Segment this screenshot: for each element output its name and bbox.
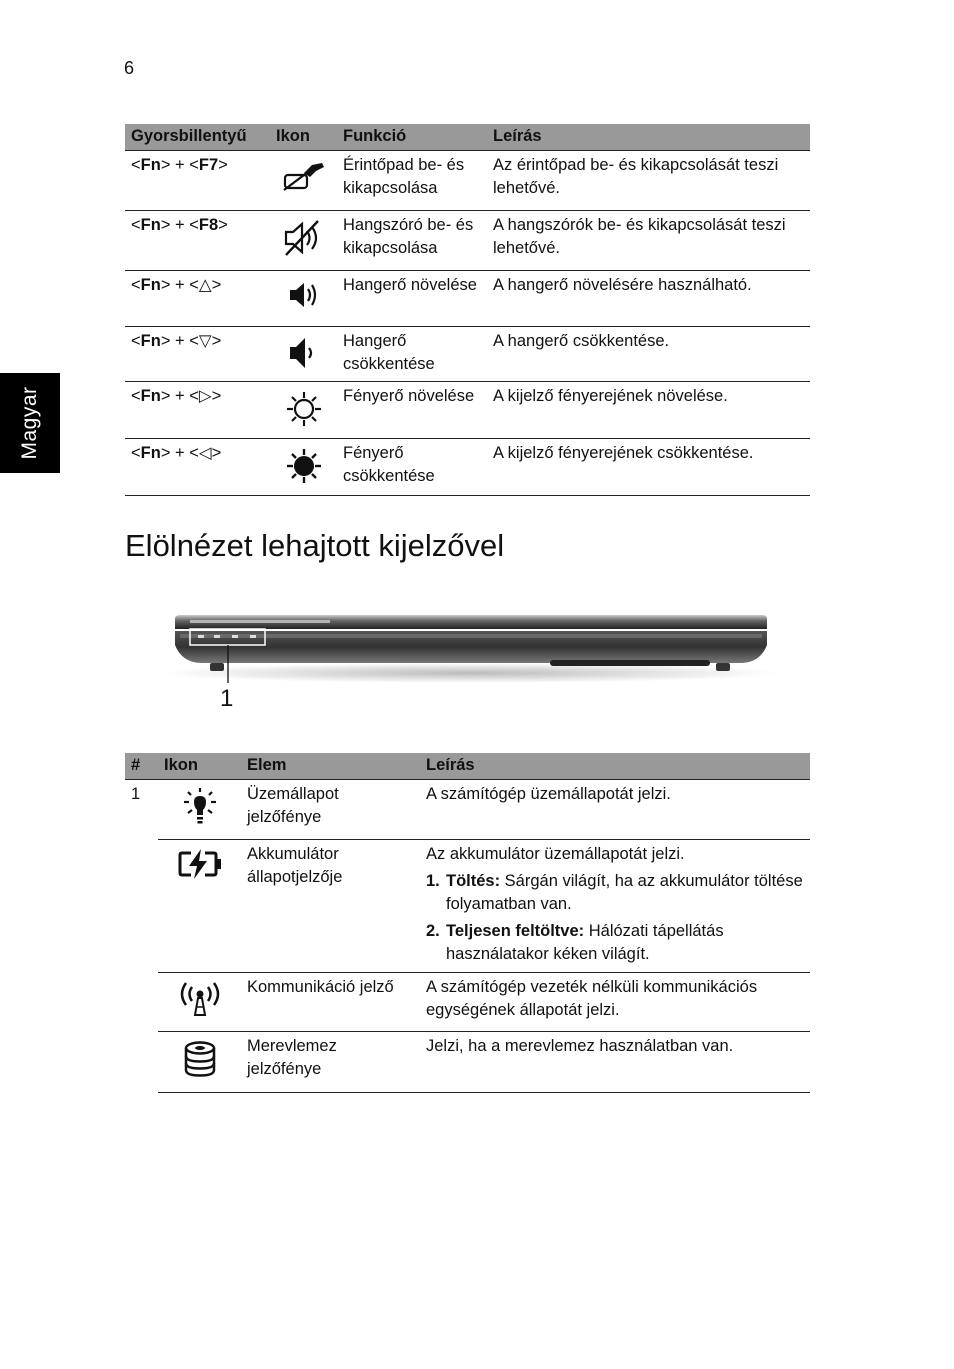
indicator-row	[125, 779, 810, 839]
hdd-indicator-icon	[182, 1040, 218, 1078]
hotkey-description: A kijelző fényerejének csökkentése.	[487, 438, 810, 495]
page-number: 6	[124, 58, 135, 78]
volume-up-icon	[287, 279, 321, 311]
hotkey-table	[125, 124, 810, 496]
indicator-table-header	[125, 753, 810, 779]
hotkey-row	[125, 270, 810, 326]
header-icon: Ikon	[158, 753, 241, 779]
header-icon: Ikon	[270, 124, 337, 150]
indicator-number: 1	[131, 784, 141, 803]
hotkey-combo: <Fn> + <F8>	[125, 210, 270, 270]
indicator-description: Jelzi, ha a merevlemez használatban van.	[420, 1031, 810, 1092]
hotkey-function: Fényerő csökkentése	[337, 438, 487, 495]
hotkey-row	[125, 438, 810, 495]
hotkey-row	[125, 210, 810, 270]
power-indicator-icon	[180, 788, 220, 828]
indicator-description: A számítógép vezeték nélküli kommunikációs egységének állapotát jelzi.	[420, 972, 810, 1031]
header-item: Elem	[241, 753, 420, 779]
battery-status-list	[426, 870, 804, 966]
hotkey-description: A hangerő növelésére használható.	[487, 270, 810, 326]
hotkey-combo: <Fn> + <▷>	[125, 381, 270, 438]
header-number: #	[125, 753, 158, 779]
header-description: Leírás	[487, 124, 810, 150]
indicator-item: Akkumulátor állapotjelzője	[241, 839, 420, 972]
hotkey-table-header	[125, 124, 810, 150]
hotkey-description: A hangszórók be- és kikapcsolását teszi lehetővé.	[487, 210, 810, 270]
language-side-tab	[0, 373, 60, 473]
list-item: 1. Töltés: Sárgán világít, ha az akkumulátor töltése folyamatban van.	[426, 871, 803, 913]
hotkey-combo: <Fn> + <△>	[125, 270, 270, 326]
battery-indicator-icon	[177, 848, 223, 880]
indicator-description: A számítógép üzemállapotát jelzi.	[420, 779, 810, 839]
hotkey-description: A kijelző fényerejének növelése.	[487, 381, 810, 438]
brightness-up-icon	[285, 390, 323, 428]
hotkey-row	[125, 381, 810, 438]
indicator-row	[125, 1031, 810, 1092]
laptop-front-view-illustration	[150, 605, 790, 720]
hotkey-combo: <Fn> + <◁>	[125, 438, 270, 495]
hotkey-function: Hangszóró be- és kikapcsolása	[337, 210, 487, 270]
list-item: 2. Teljesen feltöltve: Hálózati tápellátás használatakor kéken világít.	[426, 921, 724, 963]
hotkey-function: Fényerő növelése	[337, 381, 487, 438]
hotkey-combo: <Fn> + <▽>	[125, 326, 270, 381]
indicator-description: Az akkumulátor üzemállapotát jelzi.	[426, 844, 685, 863]
hotkey-row	[125, 326, 810, 381]
indicator-row	[125, 972, 810, 1031]
side-tab-label: Magyar	[18, 386, 41, 460]
hotkey-function: Hangerő növelése	[337, 270, 487, 326]
section-title: Elölnézet lehajtott kijelzővel	[125, 528, 505, 563]
hotkey-description: A hangerő csökkentése.	[487, 326, 810, 381]
figure-callout-number: 1	[220, 685, 234, 712]
wireless-indicator-icon	[177, 981, 223, 1017]
header-hotkey: Gyorsbillentyű	[125, 124, 270, 150]
volume-down-icon	[287, 335, 321, 371]
hotkey-function: Hangerő csökkentése	[337, 326, 487, 381]
header-description: Leírás	[420, 753, 810, 779]
hotkey-row	[125, 150, 810, 210]
header-function: Funkció	[337, 124, 487, 150]
indicator-table	[125, 753, 810, 1093]
touchpad-toggle-icon	[282, 159, 326, 193]
indicator-item: Kommunikáció jelző	[241, 972, 420, 1031]
hotkey-description: Az érintőpad be- és kikapcsolását teszi lehetővé.	[487, 150, 810, 210]
indicator-item: Üzemállapot jelzőfénye	[241, 779, 420, 839]
brightness-down-icon	[285, 447, 323, 485]
indicator-item: Merevlemez jelzőfénye	[241, 1031, 420, 1092]
hotkey-combo: <Fn> + <F7>	[125, 150, 270, 210]
hotkey-function: Érintőpad be- és kikapcsolása	[337, 150, 487, 210]
indicator-row	[125, 839, 810, 972]
speaker-toggle-icon	[282, 219, 326, 257]
